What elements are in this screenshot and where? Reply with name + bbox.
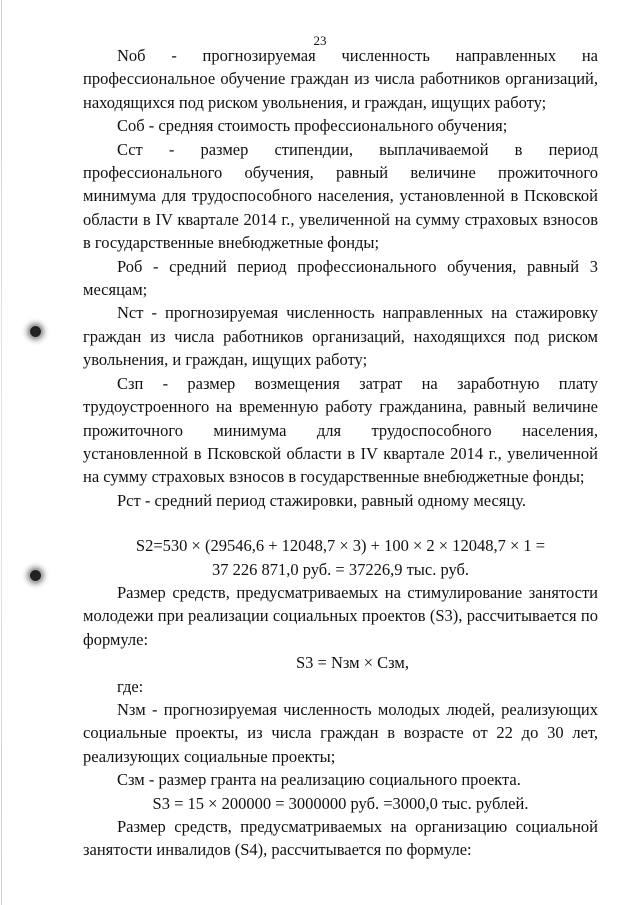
scan-edge [1,0,2,905]
definition-sst: Сст - размер стипендии, выплачиваемой в период профессионального обучения, равный величине прожиточного минимума для трудоспособного населения, установленной в Псковской области в IV квартале 2014 г., увеличенной на сумму страховых взносов в государственные внебюджетные фонды; [83,139,598,253]
s3-calculation: S3 = 15 × 200000 = 3000000 руб. =3000,0 тыс. рублей. [152,793,529,813]
page-number: 23 [313,33,327,48]
s3-intro: Размер средств, предусматриваемых на стимулирование занятости молодежи при реализации социальных проектов (S3), рассчитывается по формуле: [83,582,598,649]
definition-nzm: Nзм - прогнозируемая численность молодых людей, реализующих социальные проекты, из числа граждан в возрасте от 22 до 30 лет, реализующих социальные проекты; [83,699,598,766]
s2-formula-line2: 37 226 871,0 руб. = 37226,9 тыс. руб. [211,559,470,579]
definition-szm: Сзм - размер гранта на реализацию социального проекта. [117,770,521,790]
document-body [83,44,598,862]
s4-intro: Размер средств, предусматриваемых на организацию социальной занятости инвалидов (S4), рассчитывается по формуле: [83,817,598,860]
definition-sob: Соб - средняя стоимость профессионального обучения; [117,116,508,136]
s3-formula: S3 = Nзм × Сзм, [295,653,410,673]
definition-nob: Nоб - прогнозируемая численность направленных на профессиональное обучение граждан из числа работников организаций, находящихся под риском увольнения, и граждан, ищущих работу; [83,46,598,112]
definition-nst: Nст - прогнозируемая численность направленных на стажировку граждан из числа работников организаций, находящихся под риском увольнения, и граждан, ищущих работу; [83,303,598,370]
where-label: где: [117,676,144,696]
s2-formula-line1: S2=530 × (29546,6 + 12048,7 × 3) + 100 × 2 × 12048,7 × 1 = [135,536,546,556]
punch-hole [30,326,41,337]
definition-rob: Роб - средний период профессионального обучения, равный 3 месяцам; [83,256,598,300]
punch-hole [30,570,41,581]
definition-rst: Рст - средний период стажировки, равный одному месяцу. [117,490,526,510]
definition-szp: Сзп - размер возмещения затрат на заработную плату трудоустроенного на временную работу гражданина, равный величине прожиточного минимума для трудоспособного населения, установленной в Псковской области в IV квартале 2014 г., увеличенной на сумму страховых взносов в государственные внебюджетные фонды; [83,373,598,487]
